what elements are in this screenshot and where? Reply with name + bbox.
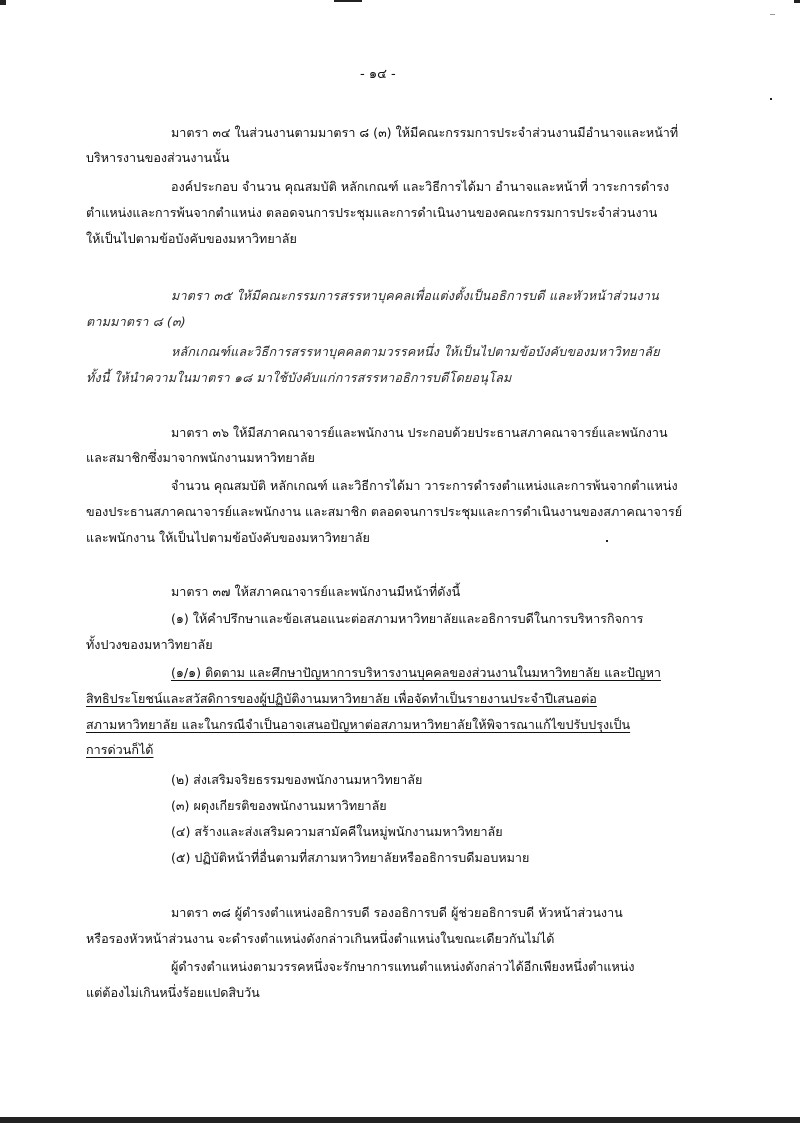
scan-edge-mark bbox=[794, 0, 800, 3]
paragraph-line: หรือรองหัวหน้าส่วนงาน จะดำรงตำแหน่งดังกล่าวเกินหนึ่งตำแหน่งในขณะเดียวกันไม่ได้ bbox=[86, 931, 555, 946]
list-item: (๕) ปฏิบัติหน้าที่อื่นตามที่สภามหาวิทยาลัยหรืออธิการบดีมอบหมาย bbox=[171, 850, 530, 865]
amended-text-line: การด่วนก็ได้ bbox=[86, 742, 154, 757]
paragraph-line: องค์ประกอบ จำนวน คุณสมบัติ หลักเกณฑ์ และวิธีการได้มา อำนาจและหน้าที่ วาระการดำรง bbox=[171, 179, 670, 194]
scan-edge-mark bbox=[0, 0, 6, 5]
paragraph-line: หลักเกณฑ์และวิธีการสรรหาบุคคลตามวรรคหนึ่ง ให้เป็นไปตามข้อบังคับของมหาวิทยาลัย bbox=[171, 344, 660, 359]
list-item: (๑) ให้คำปรึกษาและข้อเสนอแนะต่อสภามหาวิทยาลัยและอธิการบดีในการบริหารกิจการ bbox=[171, 611, 644, 626]
scan-edge-mark bbox=[770, 14, 775, 15]
paragraph-line: จำนวน คุณสมบัติ หลักเกณฑ์ และวิธีการได้มา วาระการดำรงตำแหน่งและการพ้นจากตำแหน่ง bbox=[171, 478, 678, 493]
paragraph-line: ผู้ดำรงตำแหน่งตามวรรคหนึ่งจะรักษาการแทนตำแหน่งดังกล่าวได้อีกเพียงหนึ่งตำแหน่ง bbox=[171, 959, 635, 974]
paragraph-line: ให้เป็นไปตามข้อบังคับของมหาวิทยาลัย bbox=[86, 231, 297, 246]
page-number: - ๑๔ - bbox=[360, 67, 396, 82]
list-item: (๔) สร้างและส่งเสริมความสามัคคีในหมู่พนักงานมหาวิทยาลัย bbox=[171, 824, 503, 839]
amended-text-line: สภามหาวิทยาลัย และในกรณีจำเป็นอาจเสนอปัญหาต่อสภามหาวิทยาลัยให้พิจารณาแก้ไขปรับปรุงเป็น bbox=[86, 717, 631, 732]
scan-edge-mark bbox=[334, 0, 362, 2]
paragraph-line: ตามมาตรา ๘ (๓) bbox=[86, 314, 186, 329]
paragraph-line: บริหารงานของส่วนงานนั้น bbox=[86, 150, 230, 165]
paragraph-line: มาตรา ๓๖ ให้มีสภาคณาจารย์และพนักงาน ประกอบด้วยประธานสภาคณาจารย์และพนักงาน bbox=[171, 425, 668, 440]
paragraph-line: มาตรา ๓๔ ในส่วนงานตามมาตรา ๘ (๓) ให้มีคณะกรรมการประจำส่วนงานมีอำนาจและหน้าที่ bbox=[171, 125, 679, 140]
paragraph-line: มาตรา ๓๗ ให้สภาคณาจารย์และพนักงานมีหน้าที่ดังนี้ bbox=[171, 584, 461, 599]
paragraph-line: แต่ต้องไม่เกินหนึ่งร้อยแปดสิบวัน bbox=[86, 985, 260, 1000]
amended-text-line: สิทธิประโยชน์และสวัสดิการของผู้ปฏิบัติงานมหาวิทยาลัย เพื่อจัดทำเป็นรายงานประจำปีเสนอต่อ bbox=[86, 691, 597, 706]
scan-dot bbox=[606, 540, 608, 542]
paragraph-line: และพนักงาน ให้เป็นไปตามข้อบังคับของมหาวิทยาลัย bbox=[86, 530, 370, 545]
paragraph-line: มาตรา ๓๕ ให้มีคณะกรรมการสรรหาบุคคลเพื่อแต่งตั้งเป็นอธิการบดี และหัวหน้าส่วนงาน bbox=[171, 288, 659, 303]
paragraph-line: และสมาชิกซึ่งมาจากพนักงานมหาวิทยาลัย bbox=[86, 450, 315, 465]
paragraph-line: ทั้งปวงของมหาวิทยาลัย bbox=[86, 637, 213, 652]
paragraph-line: ตำแหน่งและการพ้นจากตำแหน่ง ตลอดจนการประชุมและการดำเนินงานของคณะกรรมการประจำส่วนงาน bbox=[86, 205, 658, 220]
paragraph-line: ของประธานสภาคณาจารย์และพนักงาน และสมาชิก ตลอดจนการประชุมและการดำเนินงานของสภาคณาจารย์ bbox=[86, 504, 683, 519]
list-item: (๒) ส่งเสริมจริยธรรมของพนักงานมหาวิทยาลัย bbox=[171, 772, 423, 787]
list-item: (๓) ผดุงเกียรติของพนักงานมหาวิทยาลัย bbox=[171, 798, 387, 813]
scan-edge-mark bbox=[0, 1117, 800, 1123]
amended-text-line: (๑/๑) ติดตาม และศึกษาปัญหาการบริหารงานบุคคลของส่วนงานในมหาวิทยาลัย และปัญหา bbox=[171, 665, 661, 680]
paragraph-line: มาตรา ๓๘ ผู้ดำรงตำแหน่งอธิการบดี รองอธิการบดี ผู้ช่วยอธิการบดี หัวหน้าส่วนงาน bbox=[171, 905, 623, 920]
scan-dot bbox=[770, 98, 772, 100]
paragraph-line: ทั้งนี้ ให้นำความในมาตรา ๑๘ มาใช้บังคับแก่การสรรหาอธิการบดีโดยอนุโลม bbox=[86, 370, 512, 385]
